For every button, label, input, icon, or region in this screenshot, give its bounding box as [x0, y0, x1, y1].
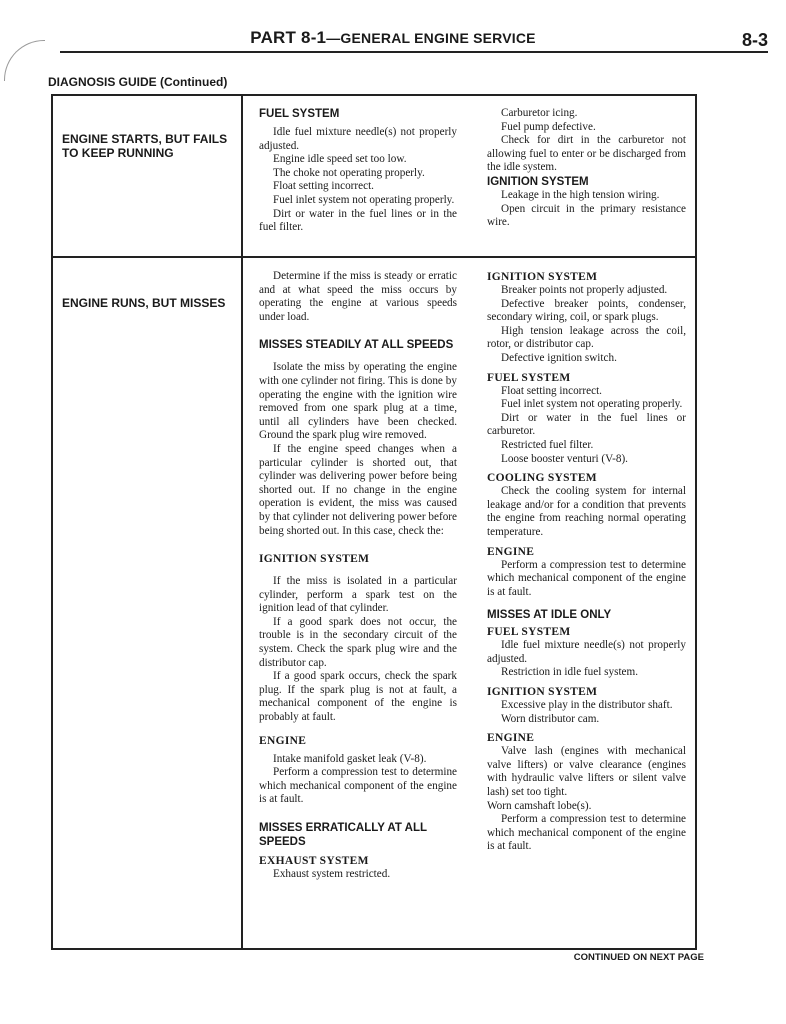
footer-continued: CONTINUED ON NEXT PAGE [573, 952, 704, 963]
procedure-text: Perform a compression test to determine which mechanical component of the engine is at fault. [487, 558, 686, 598]
cause-text: Idle fuel mixture needle(s) not properly adjusted. [259, 126, 457, 152]
cause-text: Loose booster venturi (V-8). [501, 452, 628, 465]
page-header-title [0, 28, 786, 48]
heading-engine: ENGINE [487, 732, 535, 745]
heading-fuel-system: FUEL SYSTEM [487, 626, 571, 639]
cause-text: Defective breaker points, condenser, secondary wiring, coil, or spark plugs. [487, 297, 686, 324]
heading-ignition-system: IGNITION SYSTEM [487, 686, 598, 699]
procedure-text: If a good spark does not occur, the trouble is in the secondary circuit of the system. Check the spark plug wire and the distributor cap. [259, 615, 457, 669]
heading-misses-steadily: MISSES STEADILY AT ALL SPEEDS [259, 339, 454, 352]
heading-misses-at-idle: MISSES AT IDLE ONLY [487, 609, 612, 622]
cause-text: The choke not operating properly. [273, 166, 425, 179]
cause-text: Open circuit in the primary resistance wire. [487, 202, 686, 229]
procedure-text: Isolate the miss by operating the engine with one cylinder not firing. This is done by operating the engine with the ignition wire removed from one spark plug at a time, until all cylinders have been checked. Ground the spark plug wire removed. [259, 361, 457, 442]
header-rule [60, 51, 768, 53]
cause-text: Intake manifold gasket leak (V-8). [273, 752, 427, 765]
cause-text: Float setting incorrect. [501, 384, 602, 397]
cause-text: Leakage in the high tension wiring. [501, 188, 660, 201]
heading-misses-erratically: MISSES ERRATICALLY AT ALL SPEEDS [259, 822, 427, 848]
heading-engine: ENGINE [259, 734, 307, 747]
heading-engine: ENGINE [487, 545, 535, 558]
condition-engine-misses: ENGINE RUNS, BUT MISSES [62, 296, 226, 310]
cause-text: Float setting incorrect. [273, 180, 374, 193]
cause-text: Restriction in idle fuel system. [501, 666, 639, 679]
heading-ignition-system: IGNITION SYSTEM [487, 175, 589, 188]
table-column-divider [241, 94, 243, 950]
page-number: 8-3 [741, 30, 768, 50]
row2-causes-right [487, 270, 686, 854]
row2-causes-left [259, 270, 457, 882]
procedure-text: If the engine speed changes when a particular cylinder is shorted out, that cylinder was delivering power before being shorted out. If no change in the engine operation is evident, the miss was caused by that cylinder not delivering power before being shorted out. In this case, check the: [259, 442, 457, 537]
cause-text: Exhaust system restricted. [273, 868, 391, 880]
condition-engine-starts: ENGINE STARTS, BUT FAILS TO KEEP RUNNING [62, 132, 228, 160]
heading-ignition-system: IGNITION SYSTEM [487, 271, 598, 283]
cause-text: High tension leakage across the coil, rotor, or distributor cap. [487, 324, 686, 351]
heading-fuel-system: FUEL SYSTEM [487, 371, 571, 384]
table-row-divider [51, 256, 697, 258]
cause-text: Breaker points not properly adjusted. [501, 284, 668, 296]
cause-text: Worn camshaft lobe(s). [487, 799, 592, 812]
row1-causes-right [487, 107, 686, 230]
intro-text: Determine if the miss is steady or erratic and at what speed the miss occurs by operating the engine at various speeds under load. [259, 270, 457, 323]
heading-fuel-system: FUEL SYSTEM [259, 108, 340, 120]
cause-text: Idle fuel mixture needle(s) not properly adjusted. [487, 639, 686, 665]
cause-text: Worn distributor cam. [501, 712, 600, 725]
cause-text: Check the cooling system for internal leakage and/or for a condition that prevents the engine from reaching normal operating temperature. [487, 485, 686, 538]
cause-text: Dirt or water in the fuel lines or carburetor. [487, 411, 686, 438]
header-subtitle: GENERAL ENGINE SERVICE [340, 30, 536, 46]
cause-text: Engine idle speed set too low. [273, 153, 407, 166]
cause-text: Check for dirt in the carburetor not allowing fuel to enter or be discharged from the idle system. [487, 134, 686, 174]
procedure-text: Perform a compression test to determine which mechanical component of the engine is at fault. [487, 813, 686, 853]
cause-text: Defective ignition switch. [501, 351, 617, 364]
header-dash: — [326, 30, 341, 46]
row1-causes-left [259, 107, 457, 235]
heading-ignition-system: IGNITION SYSTEM [259, 553, 370, 566]
procedure-text: If the miss is isolated in a particular cylinder, perform a spark test on the ignition lead of that cylinder. [259, 575, 457, 615]
cause-text: Excessive play in the distributor shaft. [501, 699, 673, 712]
cause-text: Valve lash (engines with mechanical valve lifters) or valve clearance (engines with hydraulic valve lifters or silent valve lash) set too tight. [487, 745, 686, 799]
cause-text: Fuel inlet system not operating properly. [273, 193, 455, 206]
cause-text: Dirt or water in the fuel lines or in the fuel filter. [259, 207, 457, 234]
procedure-text: Perform a compression test to determine which mechanical component of the engine is at fault. [259, 766, 457, 806]
cause-text: Fuel inlet system not operating properly. [501, 398, 683, 411]
heading-exhaust-system: EXHAUST SYSTEM [259, 855, 369, 867]
heading-cooling-system: COOLING SYSTEM [487, 472, 597, 485]
cause-text: Carburetor icing. [501, 107, 578, 119]
header-part: PART 8-1 [250, 28, 327, 47]
section-heading: DIAGNOSIS GUIDE (Continued) [48, 75, 228, 89]
cause-text: Fuel pump defective. [501, 120, 596, 133]
procedure-text: If a good spark occurs, check the spark plug. If the spark plug is not at fault, a mechanical component of the engine is probably at fault. [259, 670, 457, 724]
cause-text: Restricted fuel filter. [501, 438, 594, 451]
